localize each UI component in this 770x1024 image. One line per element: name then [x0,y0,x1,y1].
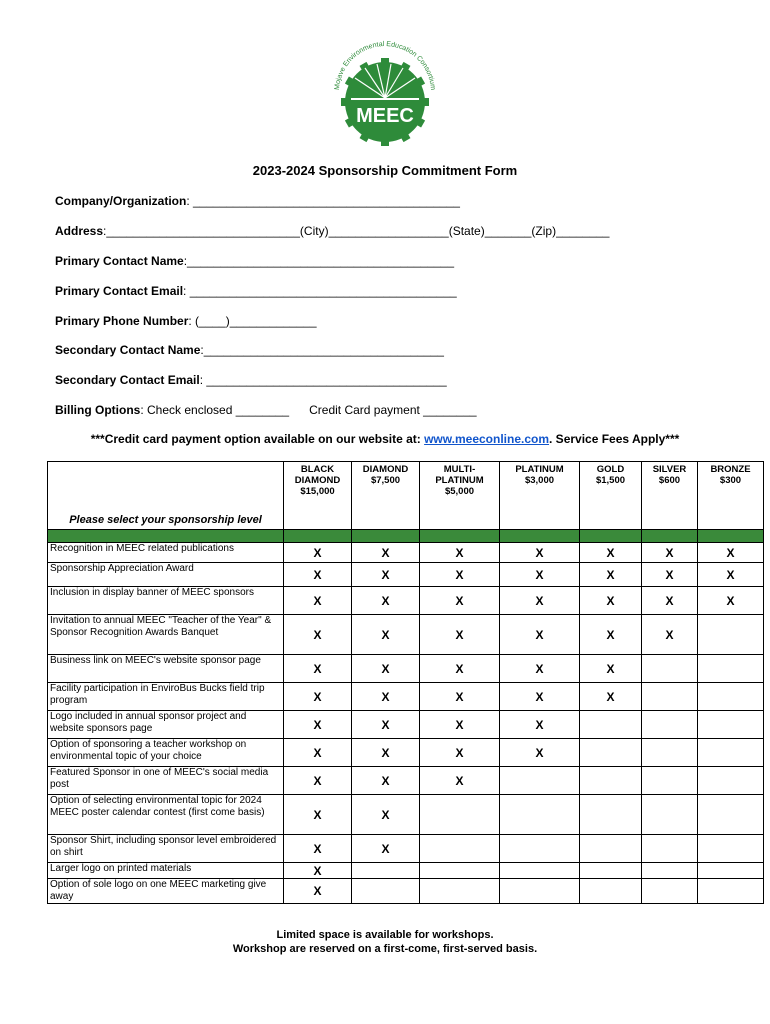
benefit-row [48,739,764,767]
benefit-row [48,795,764,835]
footer-line-2: Workshop are reserved on a first-come, first-served basis. [232,943,538,955]
level-header[interactable]: BLACK DIAMOND $15,000 [284,462,352,530]
benefit-label: Recognition in MEEC related publications [48,543,284,563]
benefit-label: Larger logo on printed materials [48,863,284,879]
level-header[interactable]: SILVER $600 [642,462,698,530]
benefit-row [48,767,764,795]
benefit-mark: X [284,879,352,904]
address-field[interactable]: Address:_____________________________(City)__________________(State)_______(Zip)________ [55,224,610,238]
benefit-mark [580,863,642,879]
benefit-mark: X [284,615,352,655]
benefit-row [48,655,764,683]
benefit-mark: X [500,711,580,739]
benefit-row [48,711,764,739]
benefit-mark: X [500,563,580,587]
benefit-mark: X [420,655,500,683]
benefit-mark: X [500,543,580,563]
benefit-mark: X [642,587,698,615]
benefit-mark [580,879,642,904]
benefit-mark [500,767,580,795]
benefit-row [48,879,764,904]
benefit-mark [642,683,698,711]
benefit-mark [698,683,764,711]
benefit-mark: X [580,543,642,563]
benefit-label: Business link on MEEC's website sponsor page [48,655,284,683]
benefit-mark: X [284,683,352,711]
benefit-mark [642,711,698,739]
benefit-mark [642,863,698,879]
benefit-label: Facility participation in EnviroBus Bucks field trip program [48,683,284,711]
sponsorship-table [47,461,764,904]
benefit-label: Featured Sponsor in one of MEEC's social media post [48,767,284,795]
select-level-label: Please select your sponsorship level [48,462,284,530]
benefit-mark: X [420,683,500,711]
benefit-mark [698,711,764,739]
benefit-label: Sponsorship Appreciation Award [48,563,284,587]
benefit-row [48,683,764,711]
benefit-mark: X [580,683,642,711]
benefit-mark: X [284,563,352,587]
benefit-mark: X [352,739,420,767]
benefit-mark [642,767,698,795]
benefit-mark: X [642,615,698,655]
benefit-mark [698,863,764,879]
benefit-mark [698,879,764,904]
benefit-label: Inclusion in display banner of MEEC sponsors [48,587,284,615]
benefit-mark: X [420,711,500,739]
benefit-mark: X [352,615,420,655]
meec-logo [325,30,445,150]
benefit-mark: X [420,739,500,767]
benefit-mark: X [352,543,420,563]
primary-contact-name-field[interactable]: Primary Contact Name:________________________________________ [55,254,455,268]
level-header[interactable]: BRONZE $300 [698,462,764,530]
benefit-label: Invitation to annual MEEC "Teacher of the Year" & Sponsor Recognition Awards Banquet [48,615,284,655]
benefit-mark: X [698,587,764,615]
benefit-row [48,863,764,879]
benefit-row [48,563,764,587]
benefit-mark: X [420,615,500,655]
benefit-mark [580,767,642,795]
benefit-label: Logo included in annual sponsor project and website sponsors page [48,711,284,739]
benefit-mark: X [284,587,352,615]
benefit-mark: X [500,587,580,615]
benefit-mark [420,795,500,835]
benefit-mark [642,739,698,767]
company-field[interactable]: Company/Organization: ________________________________________ [55,194,460,208]
benefit-mark: X [284,795,352,835]
benefit-mark [642,655,698,683]
benefit-mark: X [698,543,764,563]
benefit-mark [580,795,642,835]
benefit-mark: X [580,615,642,655]
benefit-label: Option of sole logo on one MEEC marketing give away [48,879,284,904]
benefit-label: Option of selecting environmental topic for 2024 MEEC poster calendar contest (first come basis) [48,795,284,835]
green-divider-row [48,530,764,543]
benefit-mark: X [352,563,420,587]
secondary-contact-name-field[interactable]: Secondary Contact Name:____________________________________ [55,343,444,357]
benefit-mark: X [580,587,642,615]
benefit-mark: X [284,655,352,683]
benefit-row [48,543,764,563]
benefit-mark: X [698,563,764,587]
benefit-mark: X [420,543,500,563]
benefit-mark [698,767,764,795]
benefit-mark: X [642,543,698,563]
benefit-mark [642,835,698,863]
benefit-mark [642,879,698,904]
benefit-mark: X [352,795,420,835]
benefit-mark [580,739,642,767]
benefit-mark [698,615,764,655]
logo-letters: MEEC [356,105,414,127]
benefit-mark [698,795,764,835]
benefit-mark [698,655,764,683]
benefit-mark: X [284,739,352,767]
benefit-mark: X [352,683,420,711]
benefit-mark: X [352,655,420,683]
benefit-mark [698,739,764,767]
logo-arc-text: Mojave Environmental Education Consortium [333,40,437,91]
secondary-contact-email-field[interactable]: Secondary Contact Email: ____________________________________ [55,373,447,387]
benefit-mark: X [580,655,642,683]
benefit-mark [420,879,500,904]
benefit-mark: X [420,767,500,795]
benefit-row [48,615,764,655]
benefit-mark: X [284,767,352,795]
benefit-mark [500,835,580,863]
benefit-mark: X [284,711,352,739]
benefit-mark: X [284,835,352,863]
benefit-mark [500,879,580,904]
benefit-row [48,835,764,863]
benefit-mark: X [500,615,580,655]
primary-phone-field[interactable]: Primary Phone Number: (____)_____________ [55,314,317,328]
benefit-mark: X [420,587,500,615]
level-header[interactable]: MULTI-PLATINUM $5,000 [420,462,500,530]
benefit-mark: X [580,563,642,587]
website-link[interactable]: www.meeconline.com [424,432,550,446]
footer-note [0,928,770,956]
level-header[interactable]: DIAMOND $7,500 [352,462,420,530]
benefit-mark [580,711,642,739]
benefit-mark: X [500,655,580,683]
benefit-row [48,587,764,615]
benefit-mark [642,795,698,835]
benefit-mark: X [500,683,580,711]
billing-options-field[interactable]: Billing Options: Check enclosed ________ Credit Card payment ________ [55,403,477,417]
credit-card-notice: ***Credit card payment option available on our website at: www.meeconline.com. Service Fees Apply*** [90,432,680,446]
benefit-label: Sponsor Shirt, including sponsor level embroidered on shirt [48,835,284,863]
benefit-mark: X [352,767,420,795]
benefit-label: Option of sponsoring a teacher workshop on environmental topic of your choice [48,739,284,767]
benefit-mark: X [352,587,420,615]
benefit-mark: X [420,563,500,587]
benefit-mark: X [284,863,352,879]
benefit-mark [500,795,580,835]
benefit-mark: X [642,563,698,587]
benefit-mark [420,863,500,879]
benefit-mark: X [352,835,420,863]
form-title: 2023-2024 Sponsorship Commitment Form [252,163,518,178]
benefit-mark [698,835,764,863]
benefit-mark: X [500,739,580,767]
benefit-mark [352,863,420,879]
benefit-mark [580,835,642,863]
benefit-mark [500,863,580,879]
level-header[interactable]: PLATINUM $3,000 [500,462,580,530]
benefit-mark [420,835,500,863]
benefit-mark: X [284,543,352,563]
benefit-mark: X [352,711,420,739]
primary-contact-email-field[interactable]: Primary Contact Email: ________________________________________ [55,284,457,298]
benefit-mark [352,879,420,904]
level-header[interactable]: GOLD $1,500 [580,462,642,530]
footer-line-1: Limited space is available for workshops. [276,929,494,941]
